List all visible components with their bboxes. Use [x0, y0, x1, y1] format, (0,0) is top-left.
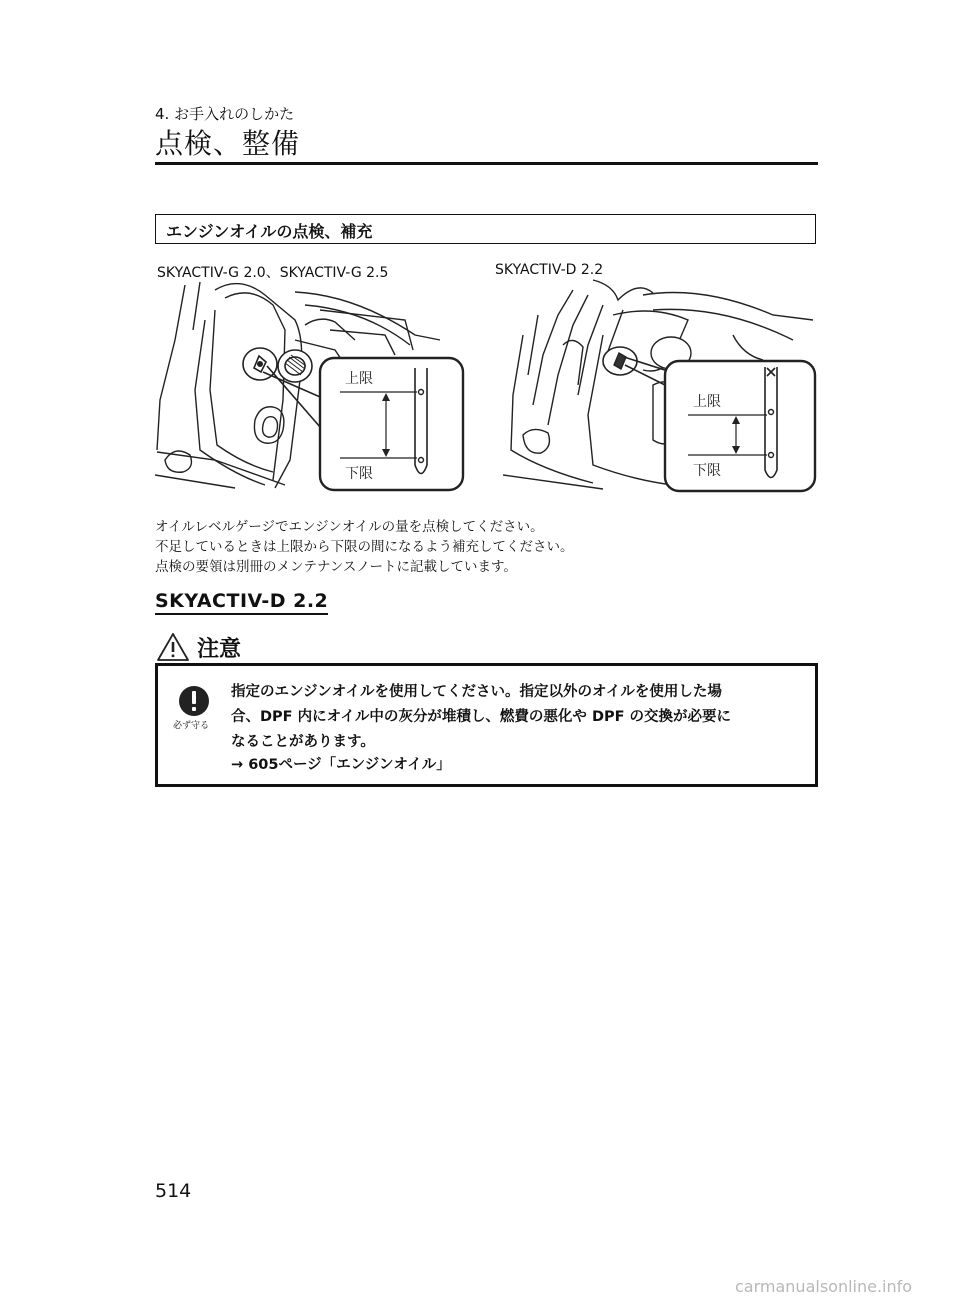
- mandatory-exclamation-icon: [176, 683, 212, 719]
- chapter-heading: 4. お手入れのしかた: [155, 105, 295, 123]
- caution-text-line: なることがあります。: [231, 734, 375, 750]
- subsection-heading: SKYACTIV-D 2.2: [155, 590, 328, 615]
- caution-text-line: 合、DPF 内にオイル中の灰分が堆積し、燃費の悪化や DPF の交換が必要に: [231, 709, 732, 725]
- lower-limit-label-right: 下限: [693, 463, 721, 479]
- engine-illustration-diesel: [503, 275, 818, 493]
- upper-limit-label-right: 上限: [693, 394, 721, 410]
- cross-reference-link[interactable]: → 605ページ「エンジンオイル」: [231, 757, 451, 773]
- upper-limit-label-left: 上限: [345, 371, 373, 387]
- title-rule: [155, 162, 818, 165]
- footer-watermark: carmanualsonline.info: [735, 1277, 913, 1296]
- page-title: 点検、整備: [155, 127, 301, 160]
- section-heading: エンジンオイルの点検、補充: [166, 222, 373, 241]
- body-text-line: オイルレベルゲージでエンジンオイルの量を点検してください。: [155, 519, 544, 535]
- mandatory-label: 必ず守る: [173, 721, 210, 731]
- warning-triangle-icon: [156, 632, 190, 662]
- caution-label: 注意: [197, 637, 242, 662]
- body-text-line: 不足しているときは上限から下限の間になるよう補充してください。: [155, 539, 574, 555]
- page-number: 514: [155, 1180, 192, 1202]
- caution-text-line: 指定のエンジンオイルを使用してください。指定以外のオイルを使用した場: [231, 684, 722, 700]
- lower-limit-label-left: 下限: [345, 466, 373, 482]
- figure-left-caption: SKYACTIV-G 2.0、SKYACTIV-G 2.5: [157, 265, 389, 281]
- section-heading-box: [155, 214, 816, 244]
- engine-illustration-gasoline: [155, 280, 465, 492]
- figure-right-caption: SKYACTIV-D 2.2: [495, 262, 604, 278]
- body-text-line: 点検の要領は別冊のメンテナンスノートに記載しています。: [155, 559, 517, 575]
- caution-box: [155, 663, 818, 787]
